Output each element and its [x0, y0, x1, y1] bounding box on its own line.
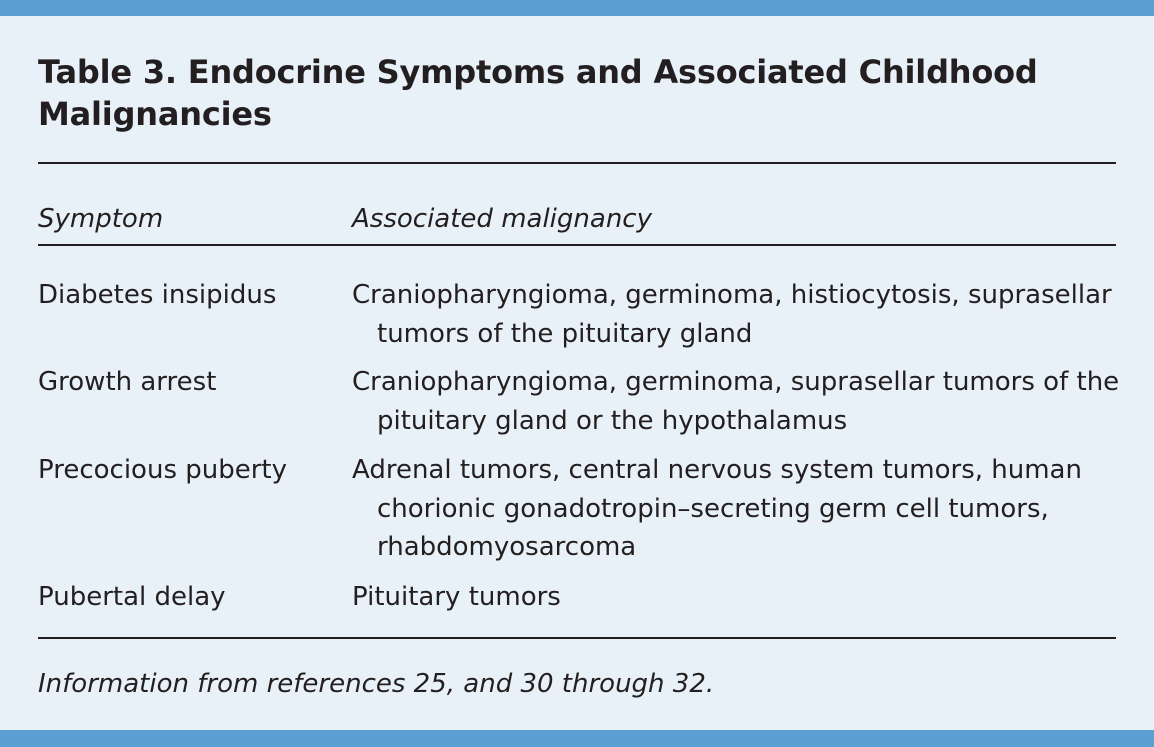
- malignancy-cell: Adrenal tumors, central nervous system tumors, human chorionic gonadotropin–secreting germ cell tumors, rhabdomyosarcoma: [352, 455, 1082, 562]
- symptom-cell: Diabetes insipidus: [38, 280, 277, 310]
- symptom-cell: Growth arrest: [38, 367, 217, 397]
- malignancy-cell: Craniopharyngioma, germinoma, suprasellar tumors of the pituitary gland or the hypothalamus: [352, 367, 1120, 436]
- table-bottom-rule: [38, 637, 1116, 639]
- table-footnote: Information from references 25, and 30 through 32.: [38, 669, 715, 699]
- malignancy-cell: Pituitary tumors: [352, 582, 561, 612]
- column-header-symptom: Symptom: [38, 204, 164, 234]
- symptom-cell: Pubertal delay: [38, 582, 226, 612]
- top-accent-bar: [0, 0, 1154, 16]
- table-title: Table 3. Endocrine Symptoms and Associated Childhood Malignancies: [38, 53, 1038, 133]
- malignancy-cell: Craniopharyngioma, germinoma, histiocytosis, suprasellar tumors of the pituitary gland: [352, 280, 1112, 349]
- table-top-rule: [38, 162, 1116, 164]
- column-header-malignancy: Associated malignancy: [352, 204, 652, 234]
- header-divider-rule: [38, 244, 1116, 246]
- bottom-accent-bar: [0, 730, 1154, 747]
- symptom-cell: Precocious puberty: [38, 455, 288, 485]
